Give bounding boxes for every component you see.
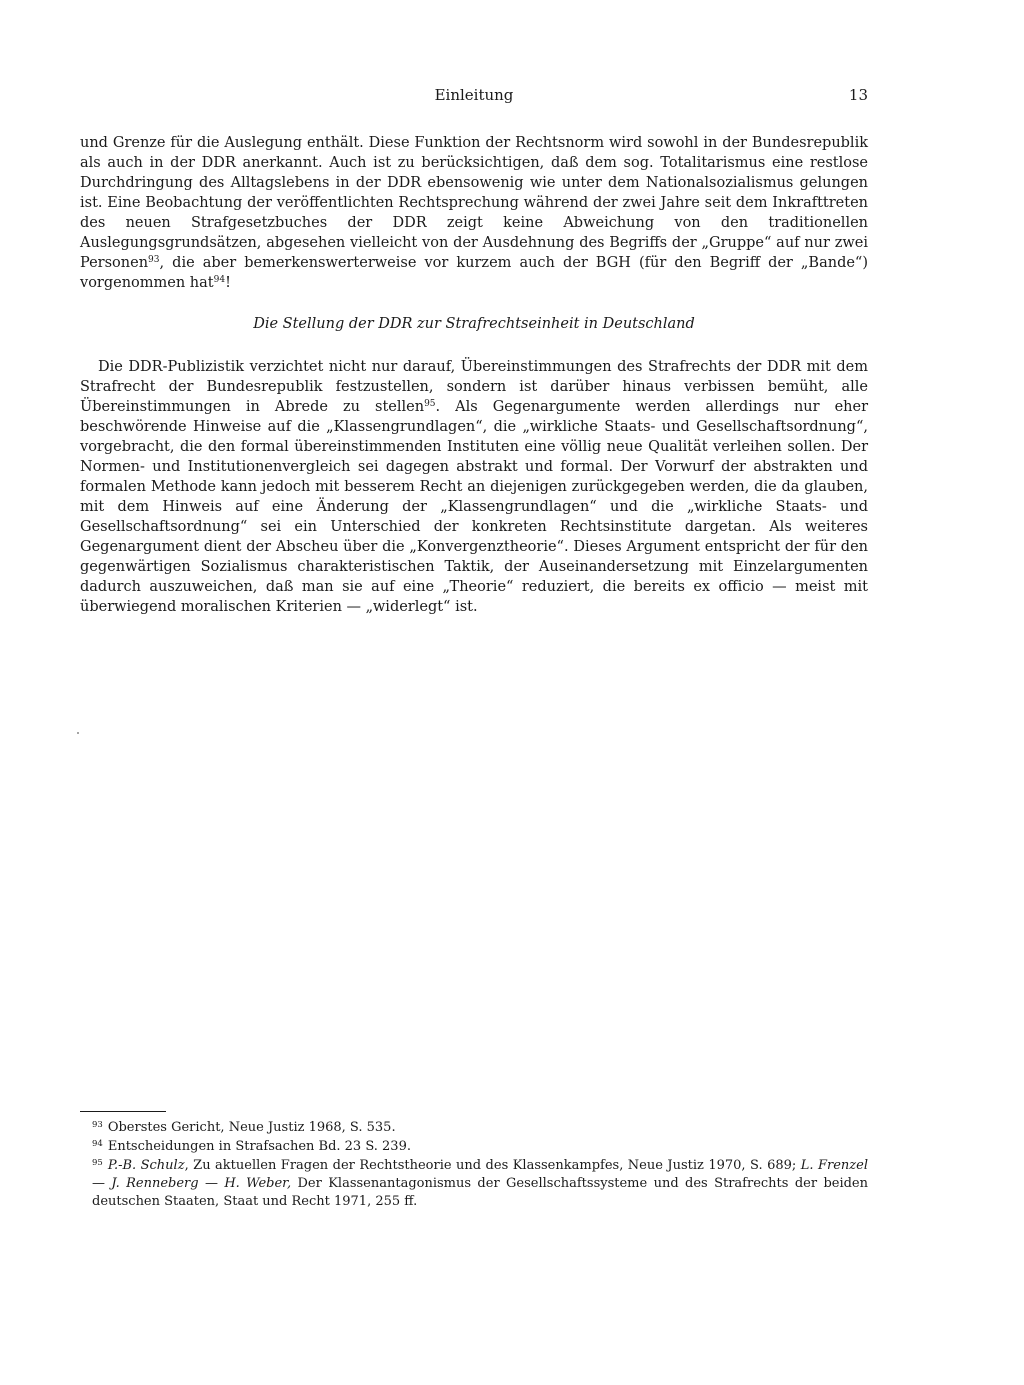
footnote-ref-95[interactable]: 95 [424, 399, 436, 409]
running-title: Einleitung [434, 86, 514, 104]
footnote-number: 95 [92, 1158, 103, 1168]
footnote-95 [80, 1157, 868, 1211]
footnote-number: 93 [92, 1120, 103, 1130]
page-number: 13 [848, 86, 868, 104]
footnote-author: P.-B. Schulz [107, 1158, 185, 1173]
footnote-number: 94 [92, 1139, 103, 1149]
footnote-separator [80, 1111, 166, 1112]
paragraph-text: . Als Gegenargumente werden allerdings nur eher beschwörende Hinweise auf die „Klassengrundlagen“, die „wirkliche Staats- und Gesellschaftsordnung“, vorgebracht, die den formal übereinstimmenden Instituten eine völlig neue Qualität verleihen sollen. Der Normen- und Institutionenvergleich sei dagegen abstrakt und formal. Der Vorwurf der abstrakten und formalen Methode kann jedoch mit besserem Recht an diejenigen zurückgegeben werden, die da glauben, mit dem Hinweis auf eine Änderung der „Klassengrundlagen“ und die „wirkliche Staats- und Gesellschaftsordnung“ sei ein Unterschied der konkreten Rechtsinstitute dargetan. Als weiteres Gegenargument dient der Abscheu über die „Konvergenztheorie“. Dieses Argument entspricht der für den gegenwärtigen Sozialismus charakteristischen Taktik, der Auseinandersetzung mit Einzelargumenten dadurch auszuweichen, daß man sie auf eine „Theorie“ reduziert, die bereits ex officio — meist mit überwiegend moralischen Kriterien — „widerlegt“ ist. [80, 399, 868, 615]
footnote-text: Oberstes Gericht, Neue Justiz 1968, S. 535. [107, 1120, 396, 1135]
footnote-text: , Zu aktuellen Fragen der Rechtstheorie und des Klassenkampfes, Neue Justiz 1970, S. 689; [184, 1158, 801, 1173]
paragraph-text: und Grenze für die Auslegung enthält. Diese Funktion der Rechtsnorm wird sowohl in der Bundesrepublik als auch in der DDR anerkannt. Auch ist zu berücksichtigen, daß dem sog. Totalitarismus eine restlose Durchdringung des Alltagslebens in der DDR ebensowenig wie unter dem Nationalsozialismus gelungen ist. Eine Beobachtung der veröffentlichten Rechtsprechung während der zwei Jahre seit dem Inkrafttreten des neuen Strafgesetzbuches der DDR zeigt keine Abweichung von den traditionellen Auslegungsgrundsätzen, abgesehen vielleicht von der Ausdehnung des Begriffs der „Gruppe“ auf nur zwei Personen [80, 135, 868, 271]
footnote-ref-93[interactable]: 93 [148, 255, 160, 265]
section-heading: Die Stellung der DDR zur Strafrechtseinheit in Deutschland [253, 316, 695, 332]
paragraph-text: , die aber bemerkenswerterweise vor kurzem auch der BGH (für den Begriff der „Bande“) vorgenommen hat [80, 255, 868, 291]
footnote-text: Der Klassenantagonismus der Gesellschaftssysteme und des Strafrechts der beiden deutschen Staaten, Staat und Recht 1971, 255 ff. [92, 1176, 868, 1209]
footnotes [80, 1119, 868, 1212]
paragraph-text: ! [225, 275, 231, 291]
paragraph-text: Die DDR-Publizistik verzichtet nicht nur darauf, Übereinstimmungen des Strafrechts der DDR mit dem Strafrecht der Bundesrepublik festzustellen, sondern ist darüber hinaus verbissen bemüht, alle Übereinstimmungen in Abrede zu stellen [80, 359, 868, 415]
footnote-text: Entscheidungen in Strafsachen Bd. 23 S. 239. [107, 1139, 411, 1154]
footnote-author: L. Frenzel — J. Renneberg — H. Weber, [92, 1158, 868, 1191]
footnote-94 [80, 1138, 868, 1156]
footnote-ref-94[interactable]: 94 [213, 275, 226, 285]
running-header [80, 86, 868, 110]
body-paragraph-1 [80, 133, 868, 293]
footnote-93 [80, 1119, 868, 1137]
scan-speck [77, 732, 79, 734]
body-paragraph-2 [80, 357, 868, 617]
